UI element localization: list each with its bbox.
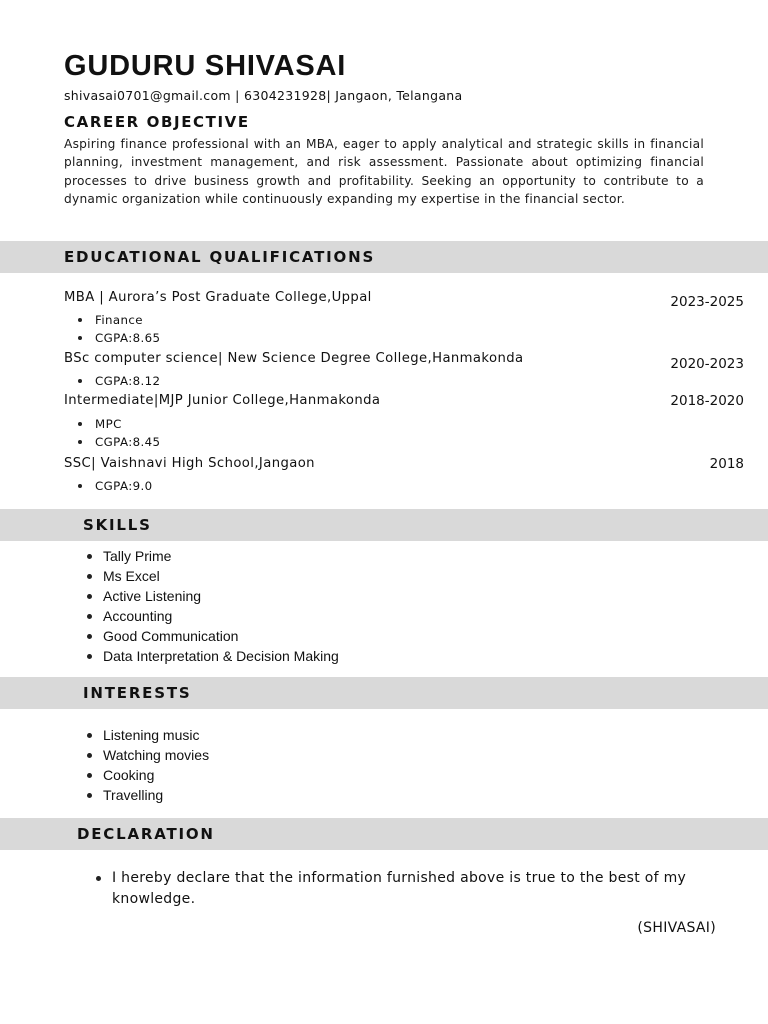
career-objective-text: Aspiring finance professional with an MBA, eager to apply analytical and strategic skills in financial planning, investment management, and risk assessment. Passionate about optimizing financial processes to drive business growth and profitability. Seeking an opportunity to contribute to a dynamic organization while continuously expanding my expertise in the financial sector. [64,137,704,206]
skill-item: Accounting [84,606,339,626]
skill-item: Tally Prime [84,546,339,566]
declaration-heading: DECLARATION [77,825,215,843]
education-entry-years: 2020-2023 [670,356,744,372]
education-detail: Finance [76,311,160,329]
education-entry-details [76,477,153,495]
interest-item: Listening music [84,725,209,745]
interests-section-header [0,677,768,709]
education-detail: CGPA:8.45 [76,433,160,451]
education-entry-details [76,311,160,347]
education-entry-years: 2018 [709,456,744,472]
education-entry-details [76,415,160,451]
education-entry-title: MBA | Aurora’s Post Graduate College,Uppal [64,290,372,305]
declaration-list [94,868,694,910]
interests-list [84,725,209,805]
education-entry-details [76,372,160,390]
interest-item: Travelling [84,785,209,805]
interests-heading: INTERESTS [83,684,192,702]
education-heading: EDUCATIONAL QUALIFICATIONS [64,248,376,266]
education-detail: CGPA:8.65 [76,329,160,347]
skill-item: Good Communication [84,626,339,646]
interest-item: Cooking [84,765,209,785]
skill-item: Data Interpretation & Decision Making [84,646,339,666]
skills-heading: SKILLS [83,516,152,534]
skills-list [84,546,339,666]
declaration-section-header [0,818,768,850]
education-section-header [0,241,768,273]
career-objective-heading: CAREER OBJECTIVE [64,113,250,131]
education-detail: CGPA:9.0 [76,477,153,495]
skills-section-header [0,509,768,541]
interest-item: Watching movies [84,745,209,765]
education-entry-title: SSC| Vaishnavi High School,Jangaon [64,456,315,471]
candidate-name: GUDURU SHIVASAI [64,50,347,82]
skill-item: Ms Excel [84,566,339,586]
education-entry-title: Intermediate|MJP Junior College,Hanmakonda [64,393,381,408]
education-detail: MPC [76,415,160,433]
education-entry-years: 2023-2025 [670,294,744,310]
education-entry-years: 2018-2020 [670,393,744,409]
education-entry-title: BSc computer science| New Science Degree College,Hanmakonda [64,351,524,366]
declaration-text: I hereby declare that the information furnished above is true to the best of my knowledge. [94,868,694,910]
contact-info: shivasai0701@gmail.com | 6304231928| Jangaon, Telangana [64,88,463,103]
skill-item: Active Listening [84,586,339,606]
signature: (SHIVASAI) [637,920,716,936]
education-detail: CGPA:8.12 [76,372,160,390]
